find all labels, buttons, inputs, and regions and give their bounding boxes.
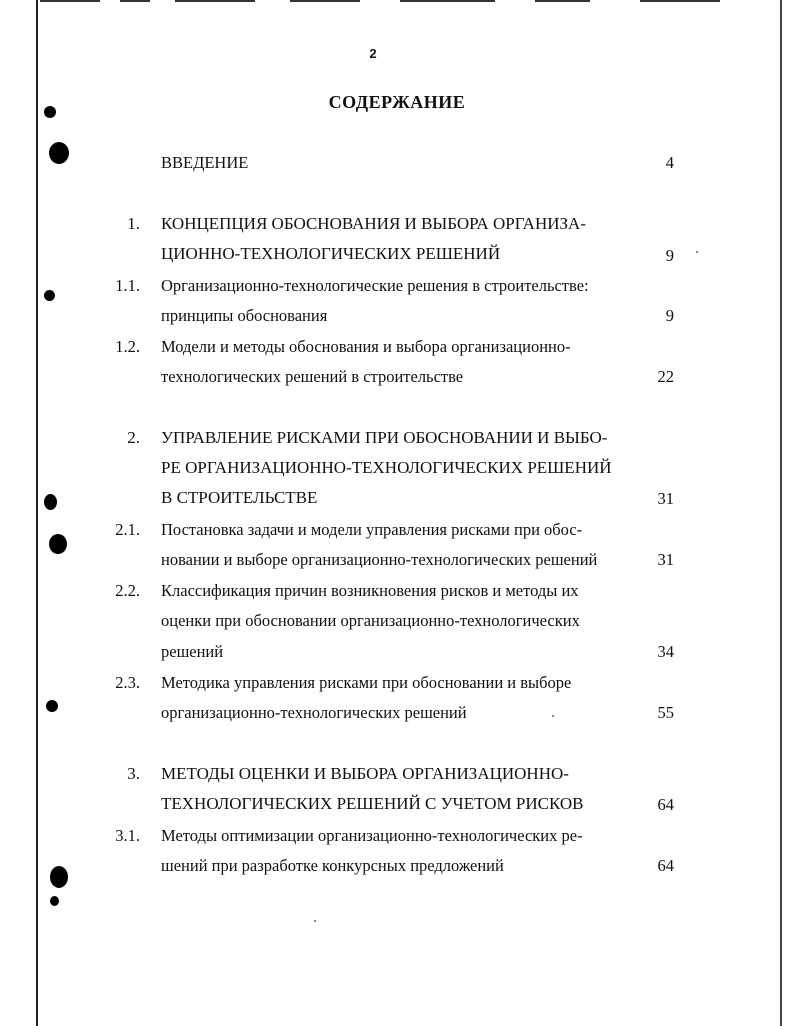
chapter-number: 3. (127, 764, 140, 783)
toc-page-number: 31 (657, 550, 674, 569)
section-title-line: шений при разработке конкурсных предложений (161, 856, 504, 875)
chapter-number: 2. (127, 428, 140, 447)
section-number: 1.1. (115, 276, 140, 295)
chapter-title-line: РЕ ОРГАНИЗАЦИОННО-ТЕХНОЛОГИЧЕСКИХ РЕШЕНИЙ (161, 458, 612, 477)
section-title-line: Модели и методы обоснования и выбора организационно- (161, 337, 571, 356)
section-title-line: решений (161, 642, 224, 661)
toc-page-number: 31 (657, 489, 674, 508)
chapter-title-line: МЕТОДЫ ОЦЕНКИ И ВЫБОРА ОРГАНИЗАЦИОННО- (161, 764, 569, 783)
toc-page-number: 9 (665, 306, 674, 325)
section-title-line: технологических решений в строительстве (161, 367, 464, 386)
chapter-number: 1. (127, 214, 140, 233)
chapter-title-line: УПРАВЛЕНИЕ РИСКАМИ ПРИ ОБОСНОВАНИИ И ВЫБО- (161, 428, 608, 447)
scan-speck (696, 251, 698, 253)
chapter-title-line: В СТРОИТЕЛЬСТВЕ (161, 488, 318, 507)
scan-left-edge (36, 0, 38, 1026)
chapter-title-line: ТЕХНОЛОГИЧЕСКИХ РЕШЕНИЙ С УЧЕТОМ РИСКОВ (161, 794, 584, 813)
punch-hole (49, 142, 69, 164)
chapter-title-line: КОНЦЕПЦИЯ ОБОСНОВАНИЯ И ВЫБОРА ОРГАНИЗА- (161, 214, 586, 233)
chapter-title-line: ЦИОННО-ТЕХНОЛОГИЧЕСКИХ РЕШЕНИЙ (161, 244, 501, 263)
section-title-line: Методы оптимизации организационно-технологических ре- (161, 826, 583, 845)
toc-page-number: 64 (657, 856, 674, 875)
toc-entry-label: ВВЕДЕНИЕ (161, 153, 249, 172)
section-number: 2.1. (115, 520, 140, 539)
toc-page-number: 4 (665, 153, 674, 172)
scan-top-edge (0, 0, 794, 3)
section-title-line: Методика управления рисками при обосновании и выборе (161, 673, 572, 692)
scan-right-edge (780, 0, 782, 1026)
toc-page-number: 64 (657, 795, 674, 814)
toc-page-number: 34 (657, 642, 674, 661)
section-title-line: Классификация причин возникновения рисков и методы их (161, 581, 579, 600)
toc-page-number: 9 (665, 246, 674, 265)
section-number: 2.2. (115, 581, 140, 600)
toc-page-number: 55 (657, 703, 674, 722)
section-number: 3.1. (115, 826, 140, 845)
punch-hole-mark (50, 896, 59, 906)
punch-hole-mark (46, 700, 58, 712)
punch-hole-mark (44, 494, 57, 510)
section-title-line: Организационно-технологические решения в строительстве: (161, 276, 589, 295)
toc-page-number: 22 (657, 367, 674, 386)
section-number: 2.3. (115, 673, 140, 692)
section-title-line: новании и выборе организационно-технологических решений (161, 550, 598, 569)
page-number: 2 (369, 46, 377, 61)
section-title-line: оценки при обосновании организационно-технологических (161, 611, 580, 630)
section-title-line: организационно-технологических решений (161, 703, 467, 722)
section-title-line: принципы обоснования (161, 306, 328, 325)
section-number: 1.2. (115, 337, 140, 356)
section-title-line: Постановка задачи и модели управления рисками при обос- (161, 520, 583, 539)
scan-speck (314, 920, 316, 922)
punch-hole (50, 866, 68, 888)
page-title: СОДЕРЖАНИЕ (328, 92, 466, 112)
scan-speck (552, 715, 554, 717)
